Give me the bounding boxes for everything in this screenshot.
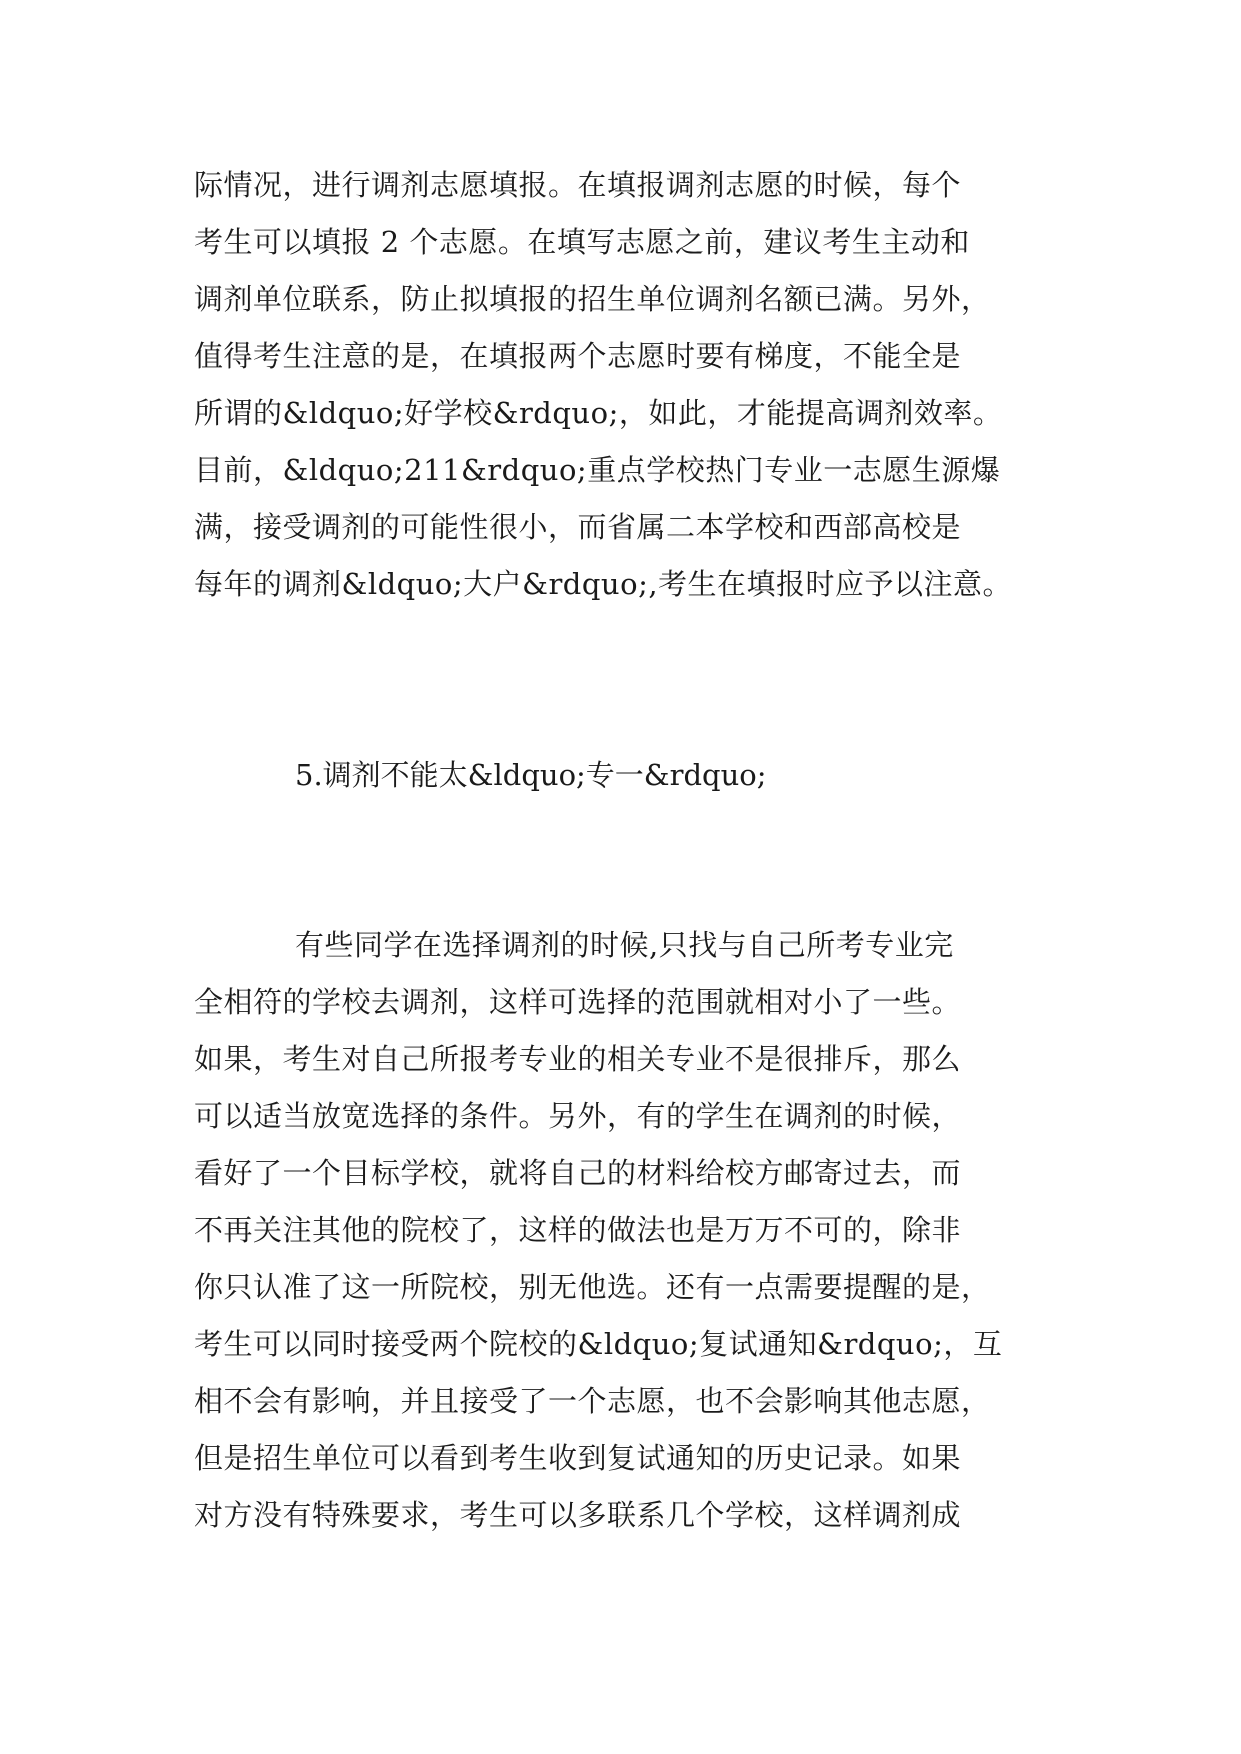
section-heading: 5.调剂不能太&ldquo;专一&rdquo; [295,758,767,792]
text-line: 不再关注其他的院校了，这样的做法也是万万不可的，除非 [194,1213,962,1247]
paragraph-2 [194,917,1074,1544]
text-line: 看好了一个目标学校，就将自己的材料给校方邮寄过去，而 [194,1156,962,1190]
text-line: 如果，考生对自己所报考专业的相关专业不是很排斥，那么 [194,1042,962,1076]
text-line: 值得考生注意的是，在填报两个志愿时要有梯度，不能全是 [194,339,962,373]
paragraph-1 [194,157,1074,613]
text-line: 可以适当放宽选择的条件。另外，有的学生在调剂的时候， [194,1099,962,1133]
text-line: 际情况，进行调剂志愿填报。在填报调剂志愿的时候，每个 [194,168,962,202]
text-line: 全相符的学校去调剂，这样可选择的范围就相对小了一些。 [194,985,962,1019]
text-line: 调剂单位联系，防止拟填报的招生单位调剂名额已满。另外， [194,282,991,316]
text-line: 你只认准了这一所院校，别无他选。还有一点需要提醒的是， [194,1270,991,1304]
text-line: 相不会有影响，并且接受了一个志愿，也不会影响其他志愿， [194,1384,991,1418]
text-line: 但是招生单位可以看到考生收到复试通知的历史记录。如果 [194,1441,962,1475]
text-line: 考生可以同时接受两个院校的&ldquo;复试通知&rdquo;，互 [194,1327,1003,1361]
text-line: 目前，&ldquo;211&rdquo;重点学校热门专业一志愿生源爆 [194,453,1001,487]
text-line: 对方没有特殊要求，考生可以多联系几个学校，这样调剂成 [194,1498,962,1532]
text-line: 有些同学在选择调剂的时候,只找与自己所考专业完 [295,928,954,962]
text-line: 满，接受调剂的可能性很小，而省属二本学校和西部高校是 [194,510,962,544]
text-line: 考生可以填报 2 个志愿。在填写志愿之前，建议考生主动和 [194,225,970,259]
text-line: 所谓的&ldquo;好学校&rdquo;，如此，才能提高调剂效率。 [194,396,1003,430]
text-line: 每年的调剂&ldquo;大户&rdquo;,考生在填报时应予以注意。 [194,567,1013,601]
